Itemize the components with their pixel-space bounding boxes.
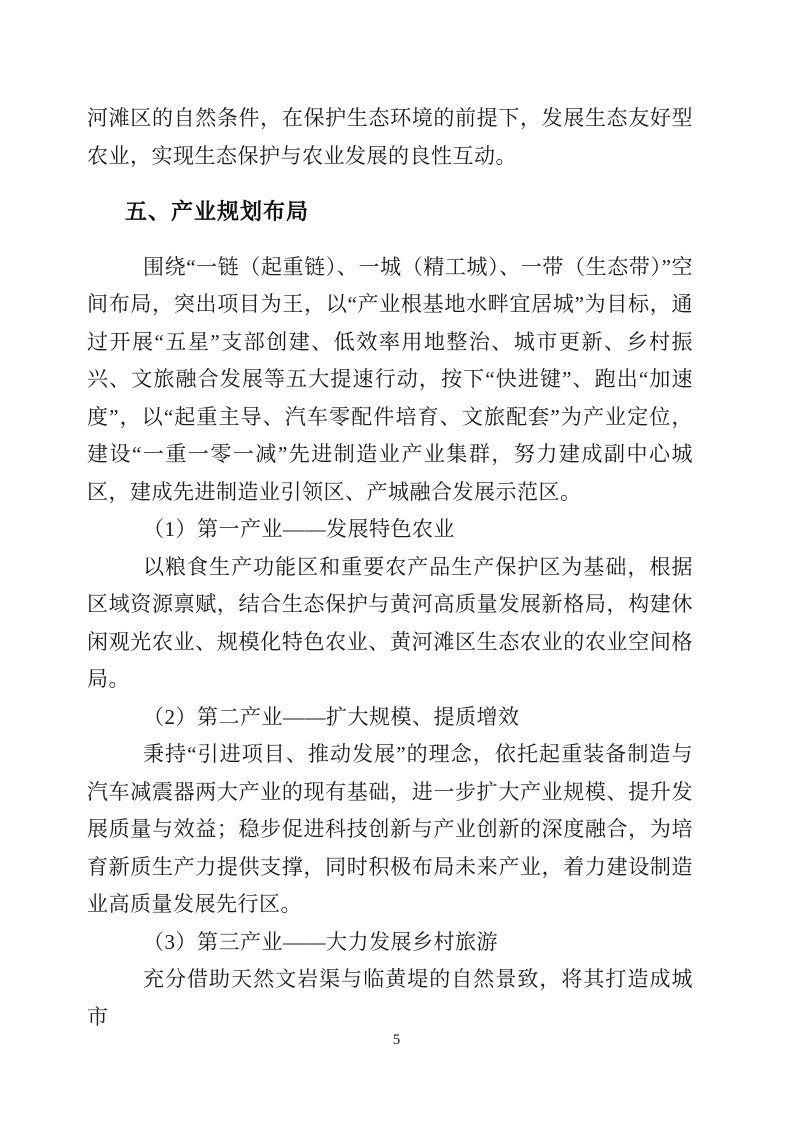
page-number: 5 [392,1032,401,1048]
subsection-3-heading: （3）第三产业——大力发展乡村旅游 [143,929,498,954]
intro-paragraph: 围绕“一链（起重链）、一城（精工城）、一带（生态带）”空间布局，突出项目为王，以“产业根基地水畔宜居城”为目标，通过开展“五星”支部创建、低效率用地整治、城市更新、乡村振兴、文旅融合发展等五大提速行动，按下“快进键”、跑出“加速度”，以“起重主导、汽车零配件培育、文旅配套”为产业定位，建设“一重一零一减”先进制造业产业集群，努力建成副中心城区，建成先进制造业引领区、产城融合发展示范区。 [87,254,693,504]
subsection-1-paragraph: 以粮食生产功能区和重要农产品生产保护区为基础，根据区域资源禀赋，结合生态保护与黄河高质量发展新格局，构建休闲观光农业、规模化特色农业、黄河滩区生态农业的农业空间格局。 [87,554,693,691]
document-body [87,100,693,1036]
subsection-2-paragraph: 秉持“引进项目、推动发展”的理念，依托起重装备制造与汽车减震器两大产业的现有基础，进一步扩大产业规模、提升发展质量与效益；稳步促进科技创新与产业创新的深度融合，为培育新质生产力提供支撑，同时积极布局未来产业，着力建设制造业高质量发展先行区。 [87,742,693,916]
subsection-3-paragraph: 充分借助天然文岩渠与临黄堤的自然景致，将其打造成城市 [87,967,693,1029]
section-heading: 五、产业规划布局 [125,199,310,224]
subsection-1-heading: （1）第一产业——发展特色农业 [143,517,455,541]
subsection-2-heading: （2）第二产业——扩大规模、提质增效 [143,704,520,729]
carryover-paragraph: 河滩区的自然条件，在保护生态环境的前提下，发展生态友好型农业，实现生态保护与农业发展的良性互动。 [87,106,693,168]
